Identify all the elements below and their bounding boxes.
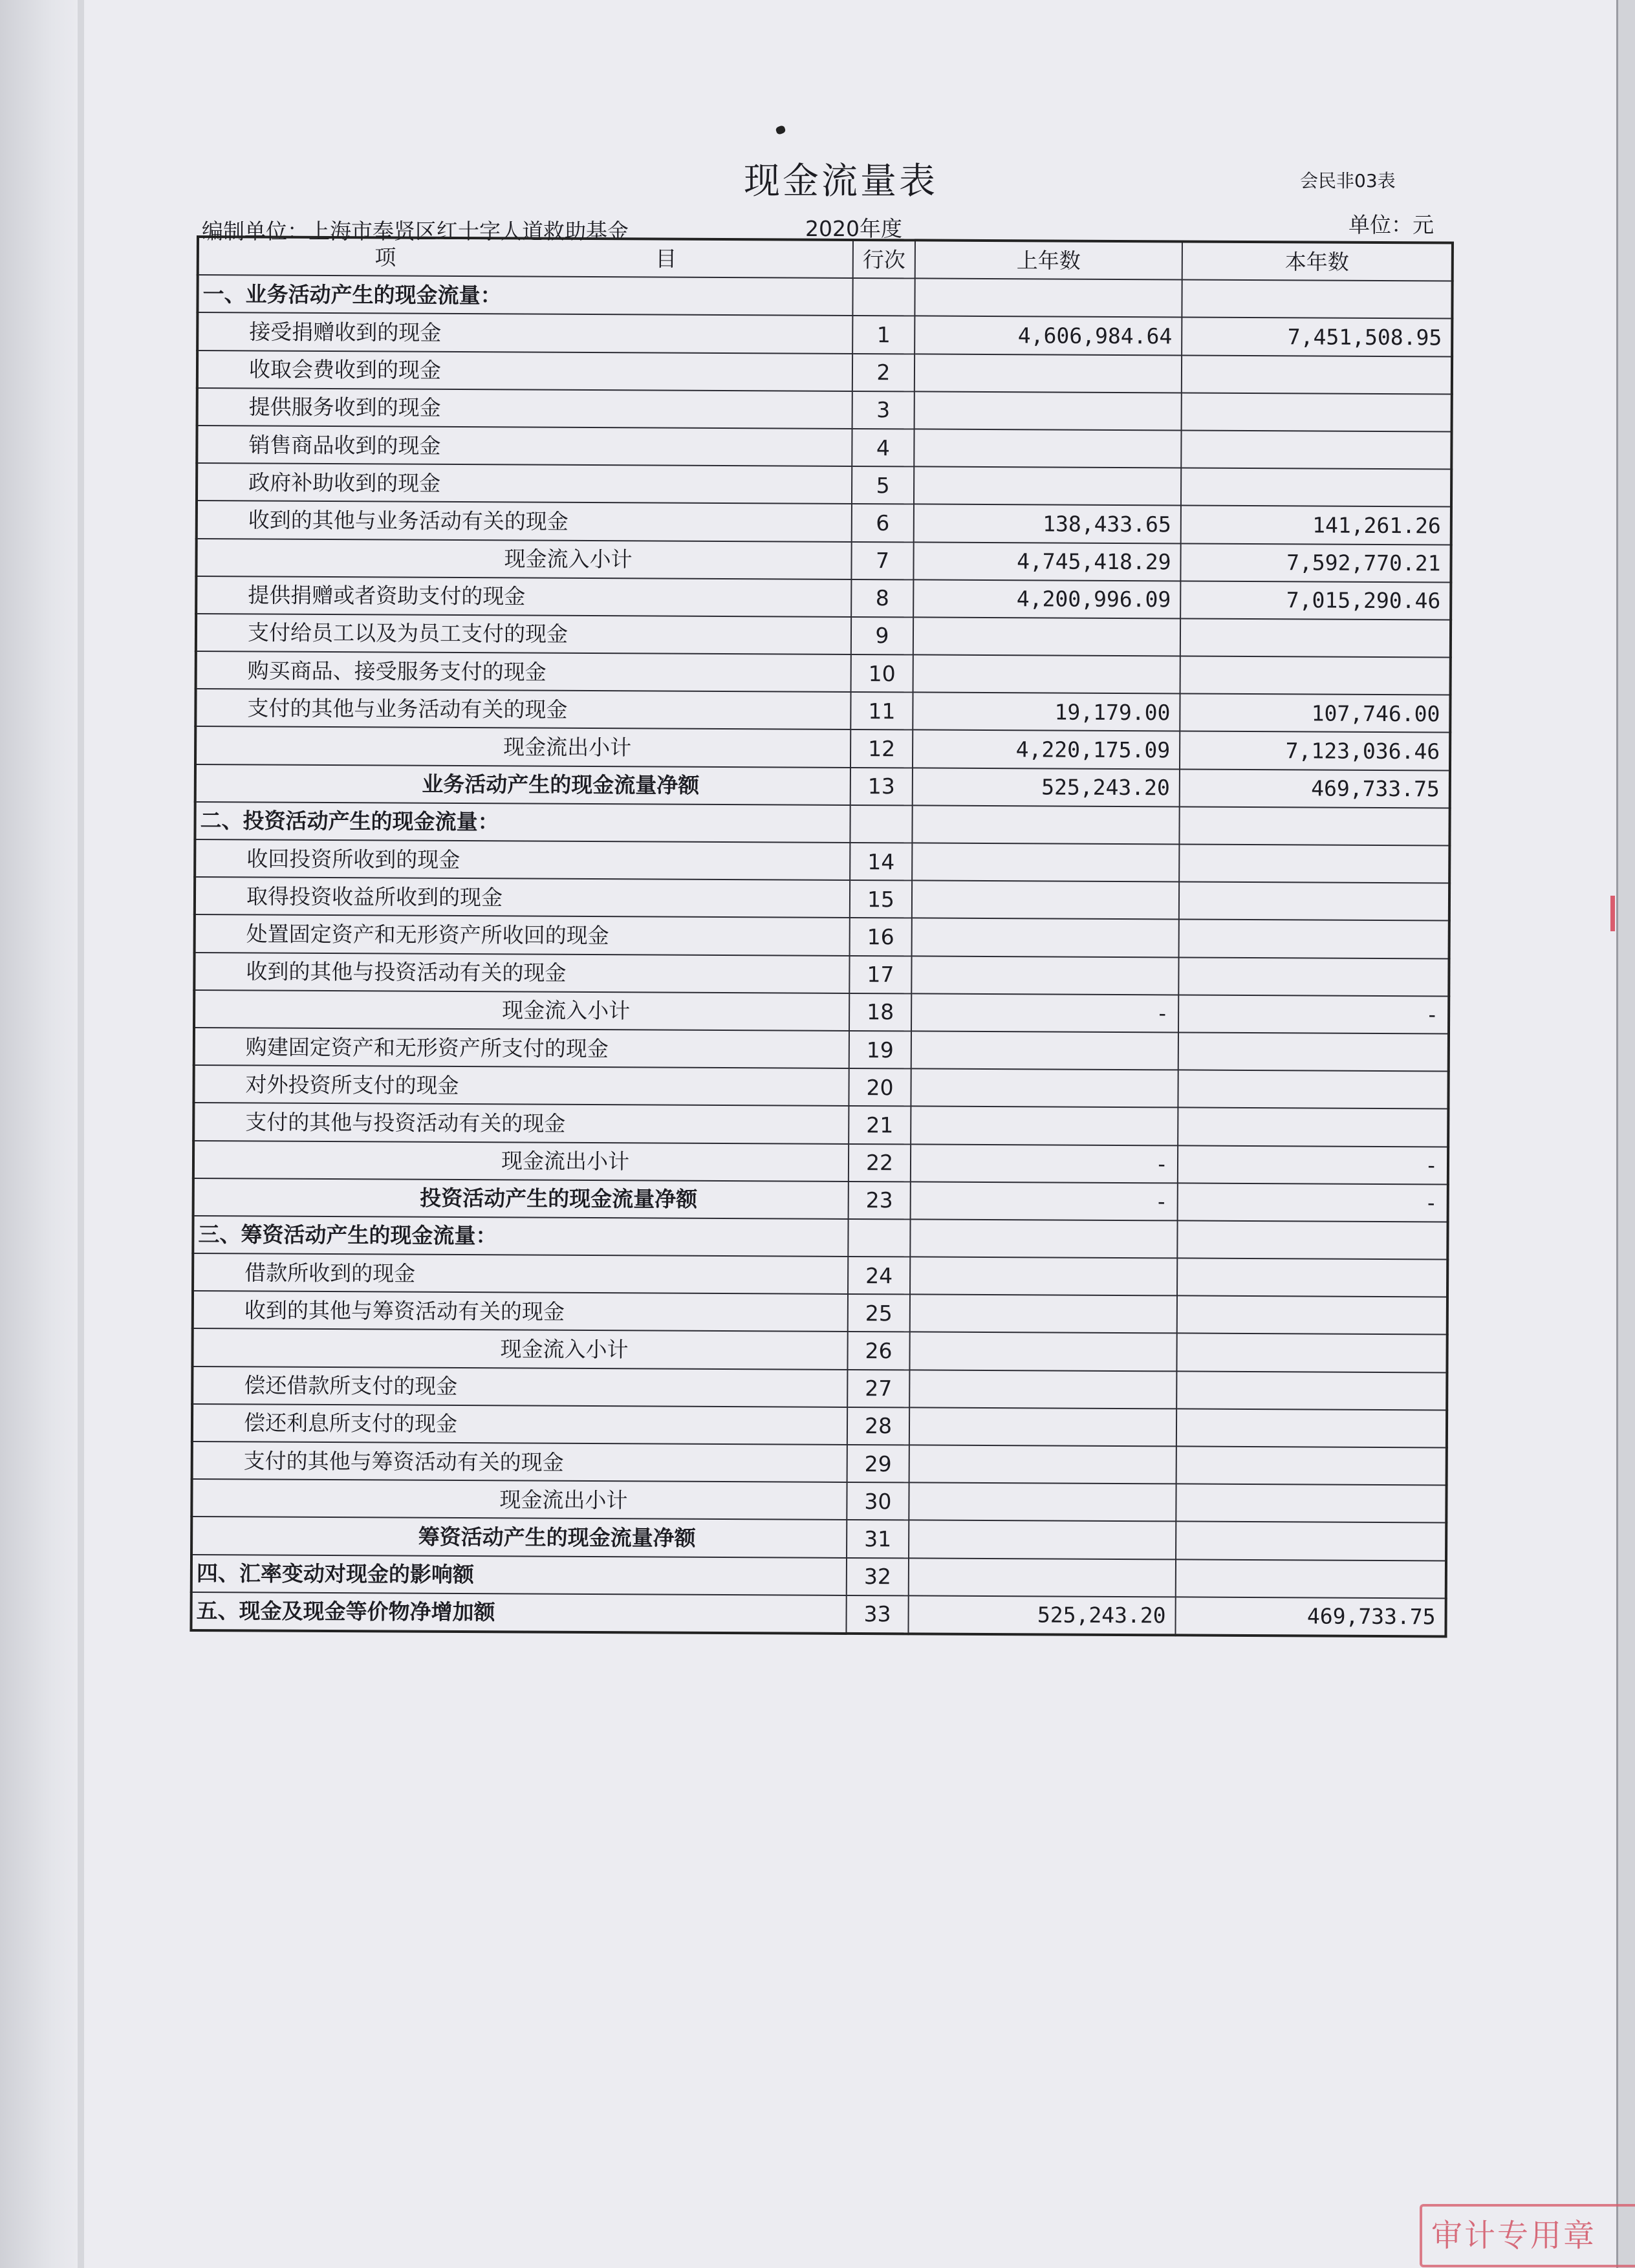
table-row: [193, 1065, 1448, 1109]
prev-year-cell: [909, 1483, 1176, 1522]
prev-year-cell: [914, 429, 1181, 468]
prev-year-cell: [909, 1558, 1176, 1597]
item-cell: 筹资活动产生的现金流量净额: [191, 1517, 847, 1557]
curr-year-cell: [1177, 1258, 1447, 1297]
report-period: 2020年度: [805, 216, 902, 241]
curr-year-cell: [1176, 1371, 1447, 1410]
line-no-cell: 26: [847, 1332, 909, 1370]
ink-blot: [775, 125, 786, 135]
item-cell: 政府补助收到的现金: [197, 463, 852, 504]
prev-year-cell: [909, 1370, 1176, 1409]
prev-year-cell: -: [911, 993, 1178, 1032]
form-number: 会民非03表: [1300, 170, 1396, 191]
curr-year-cell: [1178, 1070, 1448, 1109]
item-cell: 二、投资活动产生的现金流量：: [195, 802, 850, 843]
table-row: [196, 614, 1451, 658]
line-no-cell: [848, 1219, 910, 1257]
prev-year-cell: 4,745,418.29: [913, 542, 1180, 581]
curr-year-cell: [1176, 1334, 1447, 1372]
item-cell: 四、汇率变动对现金的影响额: [191, 1555, 847, 1595]
curr-year-cell: -: [1178, 995, 1449, 1033]
prev-year-cell: [913, 654, 1180, 693]
line-no-cell: 22: [849, 1143, 911, 1182]
curr-year-cell: 107,746.00: [1180, 694, 1450, 733]
item-cell: 接受捐赠收到的现金: [197, 312, 852, 353]
table-row: [192, 1366, 1447, 1410]
item-cell: 处置固定资产和无形资产所收回的现金: [195, 914, 850, 955]
table-row: [196, 539, 1451, 583]
item-cell: 对外投资所支付的现金: [193, 1065, 849, 1106]
line-no-cell: 23: [849, 1182, 911, 1220]
item-cell: 偿还利息所支付的现金: [192, 1404, 847, 1445]
page-right-edge: [1618, 0, 1635, 2268]
table-row: [192, 1442, 1447, 1485]
curr-year-cell: 469,733.75: [1175, 1597, 1446, 1636]
item-cell: 一、业务活动产生的现金流量：: [197, 275, 852, 316]
line-no-cell: 13: [850, 768, 913, 806]
prev-year-cell: [909, 1407, 1176, 1446]
line-no-cell: 14: [850, 843, 912, 881]
table-row: [191, 1555, 1446, 1599]
prev-year-cell: 4,220,175.09: [913, 730, 1180, 769]
header-curr-year: 本年数: [1182, 241, 1453, 281]
item-cell: 现金流入小计: [194, 990, 849, 1031]
table-row: [196, 576, 1451, 620]
prev-year-cell: [911, 956, 1178, 995]
prev-year-cell: 4,200,996.09: [913, 579, 1180, 618]
table-row: [197, 351, 1452, 394]
line-no-cell: 29: [847, 1445, 909, 1483]
line-no-cell: [850, 805, 912, 843]
item-cell: 支付的其他与投资活动有关的现金: [193, 1103, 849, 1143]
currency-unit: 单位：元: [1348, 212, 1434, 237]
curr-year-cell: 141,261.26: [1181, 506, 1451, 545]
table-row: [195, 839, 1449, 883]
line-no-cell: [852, 278, 915, 316]
table-header-row: [198, 237, 1453, 281]
table-row: [195, 764, 1450, 808]
line-no-cell: 7: [851, 541, 913, 579]
table-row: [195, 877, 1449, 921]
curr-year-cell: [1182, 393, 1452, 431]
item-cell: 提供捐赠或者资助支付的现金: [196, 576, 851, 617]
item-cell: 收到的其他与筹资活动有关的现金: [193, 1291, 848, 1332]
curr-year-cell: 7,015,290.46: [1180, 581, 1451, 620]
table-row: [192, 1328, 1447, 1372]
item-cell: 收回投资所收到的现金: [195, 839, 850, 880]
item-cell: 收取会费收到的现金: [197, 351, 852, 391]
header-prev-year: 上年数: [915, 240, 1182, 279]
prev-year-cell: -: [911, 1182, 1178, 1220]
line-no-cell: 9: [851, 617, 913, 655]
curr-year-cell: [1178, 1108, 1448, 1147]
cash-flow-table: [189, 235, 1454, 1637]
curr-year-cell: 7,451,508.95: [1182, 318, 1452, 356]
curr-year-cell: [1182, 355, 1452, 394]
item-cell: 投资活动产生的现金流量净额: [193, 1178, 849, 1219]
prev-year-cell: [915, 354, 1182, 393]
item-cell: 偿还借款所支付的现金: [192, 1366, 847, 1407]
prev-year-cell: [910, 1257, 1177, 1295]
line-no-cell: 3: [852, 391, 915, 429]
prev-year-cell: 138,433.65: [914, 504, 1181, 543]
line-no-cell: 10: [851, 654, 913, 693]
curr-year-cell: 7,592,770.21: [1180, 543, 1451, 582]
prev-year-cell: [909, 1332, 1176, 1371]
prev-year-cell: -: [911, 1144, 1178, 1183]
line-no-cell: 30: [847, 1482, 909, 1520]
prev-year-cell: [909, 1520, 1176, 1559]
prev-year-cell: [912, 881, 1179, 920]
curr-year-cell: [1179, 806, 1449, 845]
line-no-cell: 17: [849, 956, 911, 994]
line-no-cell: 31: [847, 1520, 909, 1558]
prev-year-cell: 4,606,984.64: [915, 316, 1182, 355]
curr-year-cell: [1176, 1559, 1446, 1598]
line-no-cell: 6: [852, 504, 914, 542]
table-row: [192, 1404, 1447, 1448]
item-cell: 现金流入小计: [196, 539, 851, 579]
curr-year-cell: [1177, 1220, 1447, 1259]
table-row: [197, 426, 1451, 470]
item-cell: 支付给员工以及为员工支付的现金: [196, 614, 851, 654]
curr-year-cell: [1180, 656, 1451, 695]
header-item: [198, 237, 853, 278]
item-cell: 支付的其他与业务活动有关的现金: [195, 689, 850, 729]
curr-year-cell: [1181, 430, 1451, 469]
line-no-cell: 20: [849, 1068, 911, 1107]
table-row: [191, 1517, 1446, 1561]
table-row: [191, 1479, 1446, 1523]
prev-year-cell: [910, 1295, 1177, 1334]
table-row: [197, 275, 1452, 319]
curr-year-cell: [1176, 1484, 1446, 1523]
item-cell: 五、现金及现金等价物净增加额: [191, 1592, 846, 1634]
item-cell: 购建固定资产和无形资产所支付的现金: [194, 1028, 849, 1068]
prev-year-cell: [910, 1219, 1177, 1258]
curr-year-cell: 469,733.75: [1180, 769, 1450, 808]
item-cell: 收到的其他与投资活动有关的现金: [194, 953, 849, 993]
curr-year-cell: [1178, 1032, 1449, 1071]
prev-year-cell: [913, 617, 1180, 656]
page-right-edge-line: [1616, 0, 1618, 2268]
item-cell: 现金流入小计: [192, 1328, 847, 1369]
prev-year-cell: [912, 843, 1179, 881]
line-no-cell: 1: [852, 316, 915, 354]
curr-year-cell: [1179, 882, 1449, 921]
header-line-no: 行次: [853, 240, 915, 279]
curr-year-cell: [1179, 920, 1449, 958]
line-no-cell: 8: [851, 579, 913, 618]
table-row: [194, 990, 1449, 1034]
table-row: [193, 1140, 1448, 1184]
line-no-cell: 4: [852, 429, 914, 467]
line-no-cell: 25: [848, 1294, 910, 1332]
table-row: [193, 1216, 1447, 1260]
curr-year-cell: [1178, 957, 1449, 996]
binding-shadow: [0, 0, 87, 2268]
prev-year-cell: [911, 1031, 1178, 1070]
curr-year-cell: [1179, 844, 1449, 883]
line-no-cell: 2: [852, 354, 915, 392]
table-row: [191, 1592, 1446, 1637]
item-cell: 取得投资收益所收到的现金: [195, 877, 850, 918]
table-row: [197, 312, 1452, 356]
curr-year-cell: [1176, 1409, 1447, 1447]
item-cell: 现金流出小计: [191, 1479, 847, 1520]
table-row: [193, 1291, 1447, 1335]
prev-year-cell: 19,179.00: [913, 693, 1180, 731]
prev-year-cell: 525,243.20: [913, 768, 1180, 806]
line-no-cell: 24: [848, 1257, 910, 1295]
table-row: [193, 1178, 1448, 1222]
prev-year-cell: [911, 1107, 1178, 1145]
prev-year-cell: [915, 279, 1182, 318]
line-no-cell: 5: [852, 466, 914, 504]
table-row: [197, 388, 1452, 432]
table-row: [195, 689, 1450, 733]
item-cell: 三、筹资活动产生的现金流量：: [193, 1216, 848, 1257]
table-row: [194, 1028, 1449, 1072]
prev-year-cell: [912, 805, 1179, 844]
curr-year-cell: -: [1178, 1145, 1448, 1184]
header-item-left: 项: [374, 244, 396, 270]
prev-year-cell: [909, 1445, 1176, 1484]
line-no-cell: 28: [847, 1407, 909, 1445]
prev-year-cell: [914, 467, 1181, 506]
red-ink-mark: [1610, 896, 1615, 931]
item-cell: 购买商品、接受服务支付的现金: [196, 651, 851, 692]
prev-year-cell: 525,243.20: [908, 1595, 1175, 1635]
curr-year-cell: [1180, 618, 1451, 657]
line-no-cell: 32: [847, 1557, 909, 1595]
line-no-cell: 19: [849, 1031, 911, 1069]
table-row: [197, 501, 1451, 545]
audit-seal: 审计专用章: [1420, 2204, 1635, 2267]
line-no-cell: 33: [846, 1595, 908, 1634]
table-row: [195, 914, 1449, 958]
line-no-cell: 18: [849, 993, 911, 1031]
curr-year-cell: -: [1178, 1183, 1448, 1222]
table-row: [195, 726, 1450, 770]
line-no-cell: 15: [850, 880, 912, 918]
item-cell: 支付的其他与筹资活动有关的现金: [192, 1442, 847, 1482]
curr-year-cell: [1182, 280, 1452, 319]
table-row: [195, 802, 1449, 846]
item-cell: 借款所收到的现金: [193, 1253, 848, 1294]
table-row: [193, 1253, 1447, 1297]
prev-year-cell: [911, 1069, 1178, 1108]
item-cell: 现金流出小计: [193, 1140, 849, 1181]
prev-year-cell: [912, 918, 1179, 957]
item-cell: 收到的其他与业务活动有关的现金: [197, 501, 852, 541]
curr-year-cell: [1181, 468, 1451, 507]
reporting-entity: 编制单位：上海市奉贤区红十字人道救助基金: [202, 219, 629, 244]
curr-year-cell: 7,123,036.46: [1180, 731, 1450, 770]
table-row: [197, 463, 1451, 507]
curr-year-cell: [1177, 1296, 1447, 1335]
prev-year-cell: [915, 391, 1182, 430]
item-cell: 销售商品收到的现金: [197, 426, 852, 466]
page-title: 现金流量表: [744, 160, 938, 202]
line-no-cell: 21: [849, 1106, 911, 1144]
item-cell: 现金流出小计: [195, 726, 850, 767]
table-row: [196, 651, 1451, 695]
line-no-cell: 27: [847, 1370, 909, 1408]
line-no-cell: 11: [850, 692, 913, 730]
header-item-right: 目: [655, 246, 677, 272]
item-cell: 提供服务收到的现金: [197, 388, 852, 429]
table-row: [193, 1103, 1448, 1147]
item-cell: 业务活动产生的现金流量净额: [195, 764, 850, 805]
curr-year-cell: [1176, 1446, 1447, 1485]
binding-edge: [78, 0, 84, 2268]
line-no-cell: 16: [850, 918, 912, 956]
table-row: [194, 953, 1449, 997]
curr-year-cell: [1176, 1522, 1446, 1561]
line-no-cell: 12: [850, 729, 913, 768]
